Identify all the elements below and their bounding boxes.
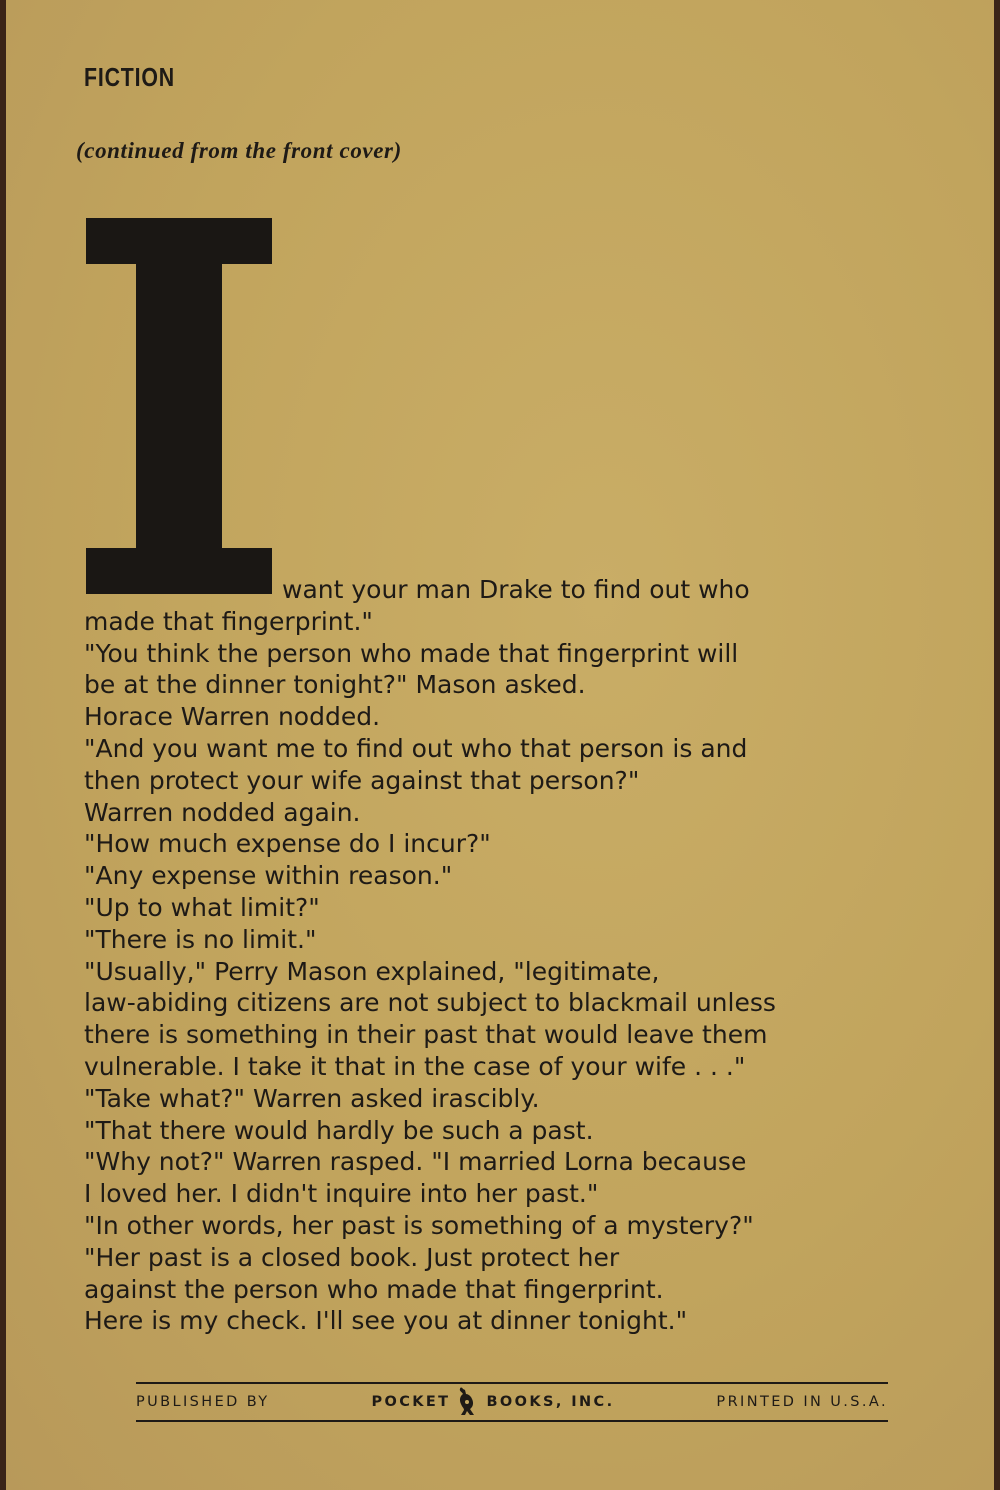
- blurb-line: "Any expense within reason.": [84, 861, 453, 891]
- blurb-line: be at the dinner tonight?" Mason asked.: [84, 670, 586, 700]
- blurb-line: Horace Warren nodded.: [84, 702, 381, 732]
- blurb-line: "How much expense do I incur?": [84, 829, 491, 859]
- blurb-line: "In other words, her past is something of a mystery?": [84, 1210, 754, 1240]
- blurb-line: "Why not?" Warren rasped. "I married Lorna because: [84, 1147, 747, 1177]
- blurb-line: against the person who made that fingerprint.: [84, 1274, 664, 1304]
- publisher-name-part-a: POCKET: [371, 1394, 451, 1410]
- genre-label: FICTION: [84, 62, 176, 92]
- blurb-line: "And you want me to find out who that person is and: [84, 733, 748, 763]
- published-by-label: PUBLISHED BY: [136, 1394, 270, 1410]
- footer-top-rule: [136, 1382, 888, 1384]
- blurb-line: law-abiding citizens are not subject to blackmail unless: [84, 988, 776, 1018]
- blurb-line: "Usually," Perry Mason explained, "legitimate,: [84, 956, 660, 986]
- blurb-line: "Take what?" Warren asked irascibly.: [84, 1083, 540, 1113]
- blurb-line: made that fingerprint.": [84, 606, 373, 636]
- publisher-name-part-b: BOOKS, INC.: [486, 1394, 615, 1410]
- printed-in-label: PRINTED IN U.S.A.: [716, 1394, 888, 1410]
- blurb-line: "Her past is a closed book. Just protect her: [84, 1242, 620, 1272]
- blurb-line: "Up to what limit?": [84, 892, 320, 922]
- continued-note: (continued from the front cover): [76, 138, 402, 163]
- blurb-line: "There is no limit.": [84, 924, 317, 954]
- blurb-line: then protect your wife against that person?": [84, 765, 640, 795]
- blurb-text: [84, 574, 914, 1337]
- blurb-line: I loved her. I didn't inquire into her past.": [84, 1179, 599, 1209]
- publisher-line: [136, 1386, 888, 1418]
- blurb-line: want your man Drake to find out who: [282, 575, 750, 604]
- blurb-line: vulnerable. I take it that in the case of your wife . . .": [84, 1051, 746, 1081]
- blurb-line: "You think the person who made that fingerprint will: [84, 638, 739, 668]
- drop-cap-letter: [84, 216, 274, 596]
- blurb-line: Here is my check. I'll see you at dinner tonight.": [84, 1306, 688, 1336]
- footer-bottom-rule: [136, 1420, 888, 1422]
- blurb-line: there is something in their past that would leave them: [84, 1020, 768, 1050]
- publisher-name: [371, 1386, 614, 1418]
- blurb-line: "That there would hardly be such a past.: [84, 1115, 594, 1145]
- kangaroo-logo-icon: [454, 1386, 480, 1418]
- blurb-line: Warren nodded again.: [84, 797, 361, 827]
